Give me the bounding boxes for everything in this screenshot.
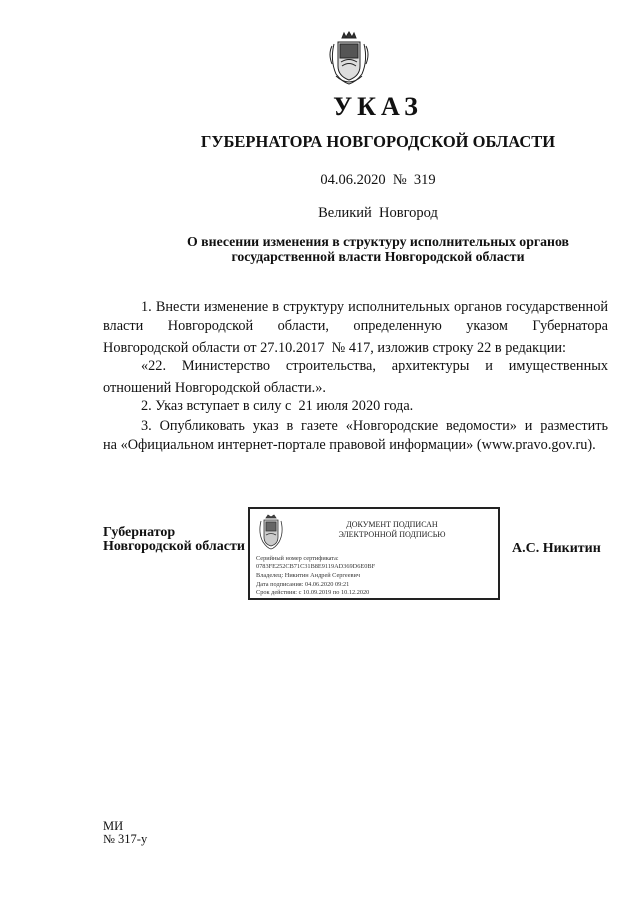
certificate-label: Серийный номер сертификата: bbox=[256, 555, 339, 562]
certificate-owner: Владелец: Никитин Андрей Сергеевич bbox=[256, 572, 361, 579]
paragraph-3-line-1: 3. Опубликовать указ в газете «Новгородские ведомости» и разместить bbox=[141, 418, 608, 434]
signing-date: Дата подписания: 04.06.2020 09:21 bbox=[256, 581, 350, 588]
electronic-signature-stamp bbox=[248, 507, 500, 600]
emblem-seal-icon bbox=[256, 513, 286, 551]
paragraph-1-line-1: 1. Внести изменение в структуру исполнительных органов государственной bbox=[141, 299, 608, 315]
novgorod-coat-of-arms-icon bbox=[326, 30, 372, 86]
subject-line-1: О внесении изменения в структуру исполнительных органов bbox=[186, 234, 569, 249]
paragraph-1-line-3: Новгородской области от 27.10.2017 № 417, изложив строку 22 в редакции: bbox=[103, 340, 567, 356]
paragraph-1-quote-line-2: отношений Новгородской области.». bbox=[103, 380, 326, 396]
paragraph-1-line-2: власти Новгородской области, определенную указом Губернатора bbox=[103, 318, 608, 334]
certificate-validity: Срок действия: с 10.09.2019 по 10.12.2020 bbox=[256, 589, 370, 596]
footer-initials: МИ bbox=[103, 819, 124, 833]
position-line-1: Губернатор bbox=[103, 525, 176, 540]
footer-reference bbox=[103, 820, 147, 846]
signatory-position bbox=[103, 526, 245, 554]
stamp-heading-line-1: ДОКУМЕНТ ПОДПИСАН bbox=[346, 520, 438, 529]
paragraph-1 bbox=[103, 298, 608, 336]
paragraph-2: 2. Указ вступает в силу с 21 июля 2020 года. bbox=[141, 398, 414, 414]
stamp-heading-line-2: ЭЛЕКТРОННОЙ ПОДПИСЬЮ bbox=[338, 530, 446, 539]
document-subtitle: ГУБЕРНАТОРА НОВГОРОДСКОЙ ОБЛАСТИ bbox=[200, 132, 556, 151]
document-title: УКАЗ bbox=[333, 92, 423, 121]
subject-line-2: государственной власти Новгородской области bbox=[231, 249, 525, 264]
certificate-number: 0783FE252CB71C31B8E9119AD369D6E0BF bbox=[256, 563, 376, 570]
place-of-issue: Великий Новгород bbox=[318, 205, 438, 221]
signatory-name: А.С. Никитин bbox=[512, 541, 601, 556]
stamp-heading bbox=[292, 520, 492, 540]
date-and-number: 04.06.2020 № 319 bbox=[320, 172, 436, 188]
footer-number: № 317-у bbox=[103, 832, 148, 846]
position-line-2: Новгородской области bbox=[103, 539, 245, 554]
paragraph-1-quote-line-1: «22. Министерство строительства, архитектуры и имущественных bbox=[141, 358, 608, 374]
paragraph-3-line-2: на «Официальном интернет-портале правовой информации» (www.pravo.gov.ru). bbox=[103, 437, 596, 453]
document-subject bbox=[0, 234, 640, 264]
